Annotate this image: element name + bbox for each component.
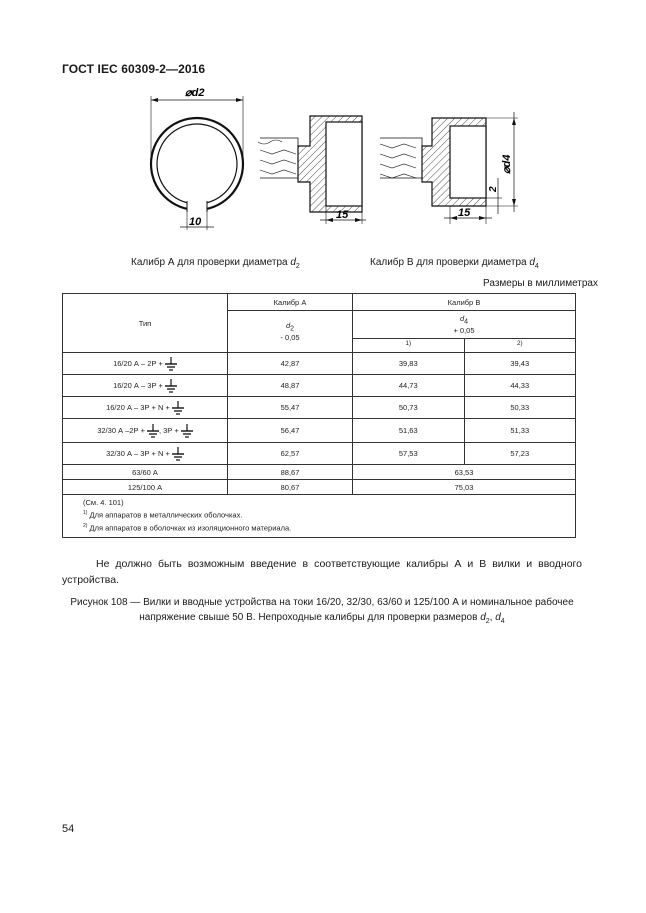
row-b2: 51,33 bbox=[464, 419, 576, 443]
table-row bbox=[63, 465, 576, 480]
dim-15b-label: 15 bbox=[458, 207, 471, 219]
header-gauge-b-note1: 1) bbox=[353, 339, 465, 353]
row-b: 63,53 bbox=[353, 465, 576, 480]
row-b: 75,03 bbox=[353, 480, 576, 495]
ground-icon bbox=[165, 357, 177, 371]
note-2: $^{2)}$ Для аппаратов в оболочках из изоляционного материала. bbox=[83, 522, 292, 532]
row-type: 63/60 А bbox=[63, 465, 228, 480]
row-a: 88,67 bbox=[228, 465, 353, 480]
ground-icon bbox=[147, 424, 159, 438]
header-gauge-a-dim: $d_2$ - 0,05 bbox=[228, 311, 353, 353]
row-type: 16/20 А – 2Р + bbox=[63, 353, 228, 375]
ground-icon bbox=[172, 447, 184, 461]
ground-icon bbox=[165, 379, 177, 393]
row-a: 62,57 bbox=[228, 443, 353, 465]
row-b1: 50,73 bbox=[353, 397, 465, 419]
gauge-b-caption: Калибр В для проверки диаметра $d_4$ bbox=[370, 257, 539, 270]
table-row bbox=[63, 353, 576, 375]
row-b1: 57,53 bbox=[353, 443, 465, 465]
row-a: 48,87 bbox=[228, 375, 353, 397]
row-type: 32/30 А –2Р + , 3Р + bbox=[63, 419, 228, 443]
row-a: 55,47 bbox=[228, 397, 353, 419]
dim-2-label: 2 bbox=[488, 186, 499, 192]
table-row bbox=[63, 375, 576, 397]
units-note: Размеры в миллиметрах bbox=[483, 278, 598, 289]
gauge-a-ring-view bbox=[151, 87, 243, 230]
row-b2: 39,43 bbox=[464, 353, 576, 375]
dim-d2-label: ⌀d2 bbox=[185, 87, 205, 99]
figure-caption: Рисунок 108 — Вилки и вводные устройства на токи 16/20, 32/30, 63/60 и 125/100 А и номинальное рабочее напряжение свыше 50 В. Непроходные калибры для проверки размеров $d_2$, $d_4$ bbox=[70, 597, 574, 625]
row-b1: 44,73 bbox=[353, 375, 465, 397]
gauge-drawings bbox=[130, 82, 530, 242]
document-header: ГОСТ IEC 60309-2—2016 bbox=[62, 62, 206, 76]
row-b1: 39,83 bbox=[353, 353, 465, 375]
gauge-a-section-view bbox=[258, 116, 366, 224]
dim-d4-label: ⌀d4 bbox=[501, 154, 513, 174]
dim-15a-label: 15 bbox=[336, 209, 349, 221]
ground-icon bbox=[172, 401, 184, 415]
header-gauge-b-dim: $d_4$ + 0,05 bbox=[353, 311, 576, 339]
ground-icon bbox=[181, 424, 193, 438]
header-gauge-a: Калибр А bbox=[228, 294, 353, 311]
table-row bbox=[63, 397, 576, 419]
row-a: 56,47 bbox=[228, 419, 353, 443]
row-type: 16/20 А – 3Р + N + bbox=[63, 397, 228, 419]
row-type: 125/100 А bbox=[63, 480, 228, 495]
table-row bbox=[63, 480, 576, 495]
header-gauge-b: Калибр В bbox=[353, 294, 576, 311]
row-b1: 51,63 bbox=[353, 419, 465, 443]
dim-10-label: 10 bbox=[189, 216, 202, 228]
header-gauge-b-note2: 2) bbox=[464, 339, 576, 353]
table-notes bbox=[63, 495, 576, 538]
row-b2: 44,33 bbox=[464, 375, 576, 397]
header-type: Тип bbox=[63, 294, 228, 353]
row-b2: 50,33 bbox=[464, 397, 576, 419]
row-type: 32/30 А – 3Р + N + bbox=[63, 443, 228, 465]
table-row bbox=[63, 419, 576, 443]
gauge-b-section-view bbox=[380, 112, 518, 224]
row-a: 42,87 bbox=[228, 353, 353, 375]
row-type: 16/20 А – 3Р + bbox=[63, 375, 228, 397]
note-1: $^{1)}$ Для аппаратов в металлических оболочках. bbox=[83, 510, 243, 520]
note-ref: (См. 4. 101) bbox=[83, 498, 124, 507]
page-number: 54 bbox=[62, 823, 75, 835]
table-row bbox=[63, 443, 576, 465]
gauge-dimensions-table bbox=[62, 293, 576, 538]
row-b2: 57,23 bbox=[464, 443, 576, 465]
body-paragraph: Не должно быть возможным введение в соответствующие калибры А и В вилки и вводного устройства. bbox=[62, 558, 582, 586]
row-a: 80,67 bbox=[228, 480, 353, 495]
gauge-a-caption: Калибр А для проверки диаметра $d_2$ bbox=[131, 257, 300, 270]
